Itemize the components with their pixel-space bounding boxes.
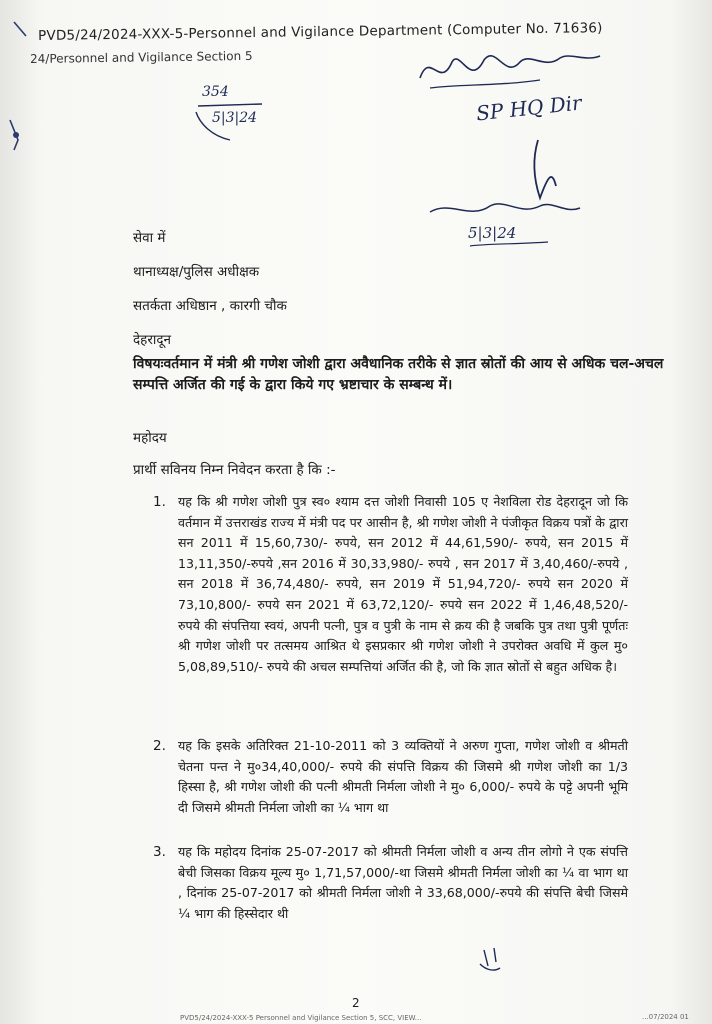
address-line-1: थानाध्यक्ष/पुलिस अधीक्षक	[133, 264, 260, 280]
footer-date: ...07/2024 01	[642, 1013, 689, 1021]
page-number: 2	[352, 996, 360, 1010]
point-text: यह कि श्री गणेश जोशी पुत्र स्व० श्याम दत्त जोशी निवासी 105 ए नेशविला रोड देहरादून जो कि वर्तमान में उत्तराखंड राज्य में मंत्री पद पर आसीन है, श्री गणेश जोशी ने पंजीकृत विक्रय पत्रों के द्वारा सन 2011 में 15,60,730/- रुपये, सन 2012 में 44,61,590/- रुपये, सन 2015 में 13,11,350/-रुपये ,सन 2016 में 30,33,980/- रुपये , सन 2017 में 3,40,460/-रुपये , सन 2018 में 36,74,480/- रुपये, सन 2019 में 51,94,720/- रुपये सन 2020 में 73,10,800/- रुपये सन 2021 में 63,72,120/- रुपये सन 2022 में 1,46,48,520/- रुपये की संपत्तिया स्वयं, अपनी पत्नी, पुत्र व पुत्री के नाम से क्रय की है जबकि पुत्र तथा पुत्री पूर्णतः श्री गणेश जोशी पर तत्समय आश्रित थे इसप्रकार श्री गणेश जोशी ने उपरोक्त अवधि में कुल मु० 5,08,89,510/- रुपये की अचल सम्पत्तियां अर्जित की है, जो कि ज्ञात स्रोतों से बहुत अधिक है।	[178, 494, 628, 674]
subject-line: विषयःवर्तमान में मंत्री श्री गणेश जोशी द्वारा अवैधानिक तरीके से ज्ञात स्रोतों की आय से अधिक चल-अचल सम्पत्ति अर्जित की गई के द्वारा किये गए भ्रष्टाचार के सम्बन्ध में।	[133, 356, 664, 393]
address-line-3: देहरादून	[133, 332, 172, 348]
salutation-to: सेवा में	[133, 230, 166, 246]
sp-vig-date: 5|3|24	[468, 224, 517, 242]
greeting: महोदय	[133, 430, 167, 446]
intro-line: प्रार्थी सविनय निम्न निवेदन करता है कि :-	[133, 462, 336, 478]
sp-hq-annotation: SP HQ Dir	[475, 90, 583, 126]
address-line-2: सतर्कता अधिष्ठान , कारगी चौक	[133, 298, 287, 314]
point-number: 2.	[153, 738, 166, 754]
point-text: यह कि महोदय दिनांक 25-07-2017 को श्रीमती निर्मला जोशी व अन्य तीन लोगो ने एक संपत्ति बेची जिसका विक्रय मूल्य मु० 1,71,57,000/-था जिसमे श्रीमती निर्मला जोशी का ¼ वा भाग था , दिनांक 25-07-2017 को श्रीमती निर्मला जोशी ने 33,68,000/-रुपये की संपत्ति बेची जिसमे ¼ भाग की हिस्सेदार थी	[178, 844, 628, 921]
stamp-number: 354	[202, 84, 229, 100]
file-number-header: PVD5/24/2024-XXX-5-Personnel and Vigilance Department (Computer No. 71636)	[38, 20, 603, 44]
footer-text: PVD5/24/2024-XXX-5 Personnel and Vigilance Section 5, SCC, VIEW...	[180, 1014, 422, 1022]
point-number: 1.	[153, 494, 166, 510]
section-header: 24/Personnel and Vigilance Section 5	[30, 48, 253, 66]
point-number: 3.	[153, 844, 166, 860]
stamp-date: 5|3|24	[212, 110, 258, 126]
point-text: यह कि इसके अतिरिक्त 21-10-2011 को 3 व्यक्तियों ने अरुण गुप्ता, गणेश जोशी व श्रीमती चेतना पन्त ने मु०34,40,000/- रुपये की संपत्ति विक्रय की जिसमे श्री गणेश जोशी का 1/3 हिस्सा है, श्री गणेश जोशी की पत्नी श्रीमती निर्मला जोशी ने मु० 6,000/- रुपये के पट्टे अपनी भूमि दी जिसमे श्रीमती निर्मला जोशी का ¼ भाग था	[178, 738, 628, 815]
